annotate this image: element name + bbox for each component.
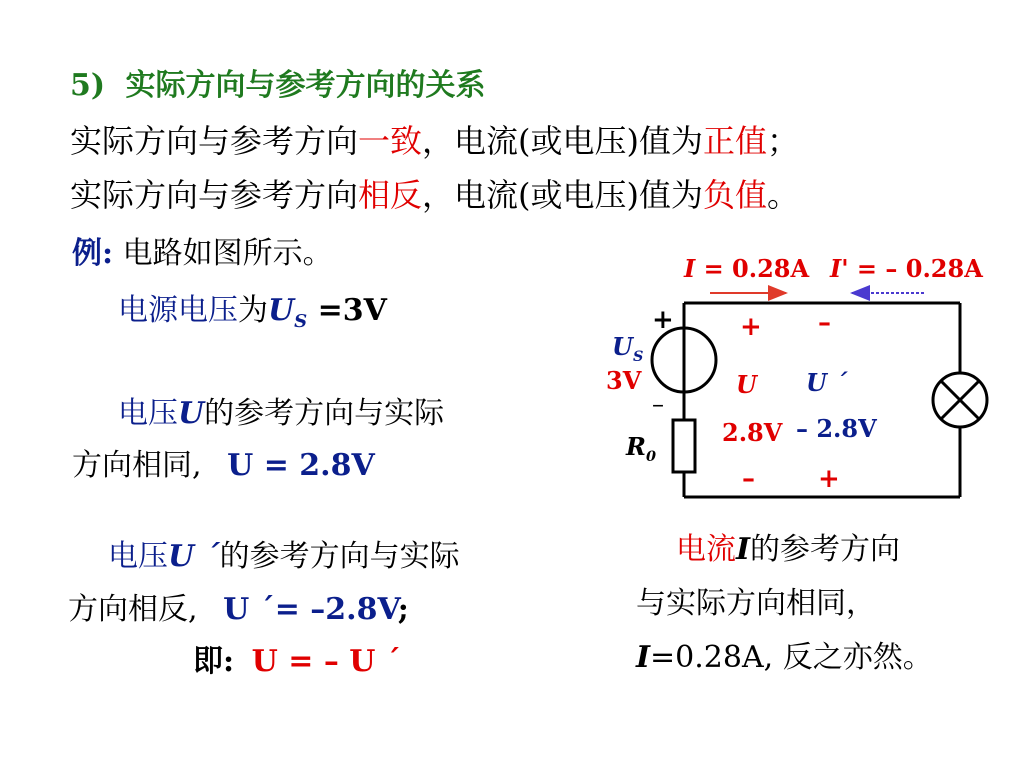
conclusion-label: 即: <box>193 644 235 679</box>
keyword-same: 一致 <box>358 122 423 160</box>
para2-text: 的参考方向与实际 <box>219 539 460 574</box>
u-label: U <box>736 370 757 399</box>
para2-equation: U ´= –2.8V <box>223 592 398 627</box>
rule-text: ，电流(或电压)值为 <box>422 122 704 160</box>
para1-equation: U = 2.8V <box>227 448 375 483</box>
note-text: 的参考方向 <box>750 532 901 567</box>
rule-text: ，电流(或电压)值为 <box>422 176 704 214</box>
source-us-label: $U_S$ <box>612 332 644 365</box>
keyword-opposite: 相反 <box>358 176 423 214</box>
punctuation: 。 <box>767 176 800 214</box>
u-top-plus: + <box>740 312 762 342</box>
note-line1 <box>676 524 900 568</box>
u-bottom-minus: – <box>742 464 755 494</box>
us-symbol: $U_S$ <box>268 293 308 332</box>
u-prime-value: – 2.8V <box>796 414 877 443</box>
source-plus: + <box>652 305 674 335</box>
note-line3 <box>636 632 933 676</box>
conclusion-equation: U = – U ´ <box>251 644 401 679</box>
note-line2: 与实际方向相同， <box>636 586 876 621</box>
resistor-label: $R_0$ <box>626 432 656 465</box>
u-symbol: U <box>178 396 205 431</box>
note-text: =0.28A, 反之亦然。 <box>650 640 933 675</box>
source-value: =3V <box>307 293 387 328</box>
current-I-prime-label: I' = – 0.28A <box>830 254 983 283</box>
u-prime-symbol: U ´ <box>168 539 220 574</box>
current-I-label: I = 0.28A <box>684 254 810 283</box>
source-value-label: 3V <box>606 366 642 395</box>
u-value: 2.8V <box>722 418 783 447</box>
keyword-negative: 负值 <box>703 176 768 214</box>
source-mid: 为 <box>238 293 268 328</box>
u-top-minus: – <box>818 308 831 338</box>
keyword-positive: 正值 <box>703 122 768 160</box>
i-symbol: I <box>736 532 751 567</box>
para1-text: 的参考方向与实际 <box>204 396 445 431</box>
heading-number: 5) <box>70 68 106 103</box>
example-text: 电路如图所示。 <box>122 236 333 271</box>
u-prime-label: U ´ <box>806 368 848 397</box>
source-minus: – <box>652 390 664 418</box>
para2-term: 电压 <box>108 539 168 574</box>
example-label: 例: <box>72 236 114 271</box>
para2-text: 方向相反, <box>68 592 198 627</box>
punctuation: ; <box>397 592 409 627</box>
resistor-icon <box>673 420 695 472</box>
rule-text: 实际方向与参考方向 <box>70 122 359 160</box>
rule-text: 实际方向与参考方向 <box>70 176 359 214</box>
i-symbol: I <box>636 640 651 675</box>
para1-text: 方向相同, <box>72 448 202 483</box>
u-bottom-plus: + <box>818 464 840 494</box>
note-term: 电流 <box>676 532 736 567</box>
source-label: 电源电压 <box>118 293 238 328</box>
punctuation: ； <box>767 122 800 160</box>
heading-text: 实际方向与参考方向的关系 <box>125 68 486 103</box>
para1-term: 电压 <box>118 396 178 431</box>
